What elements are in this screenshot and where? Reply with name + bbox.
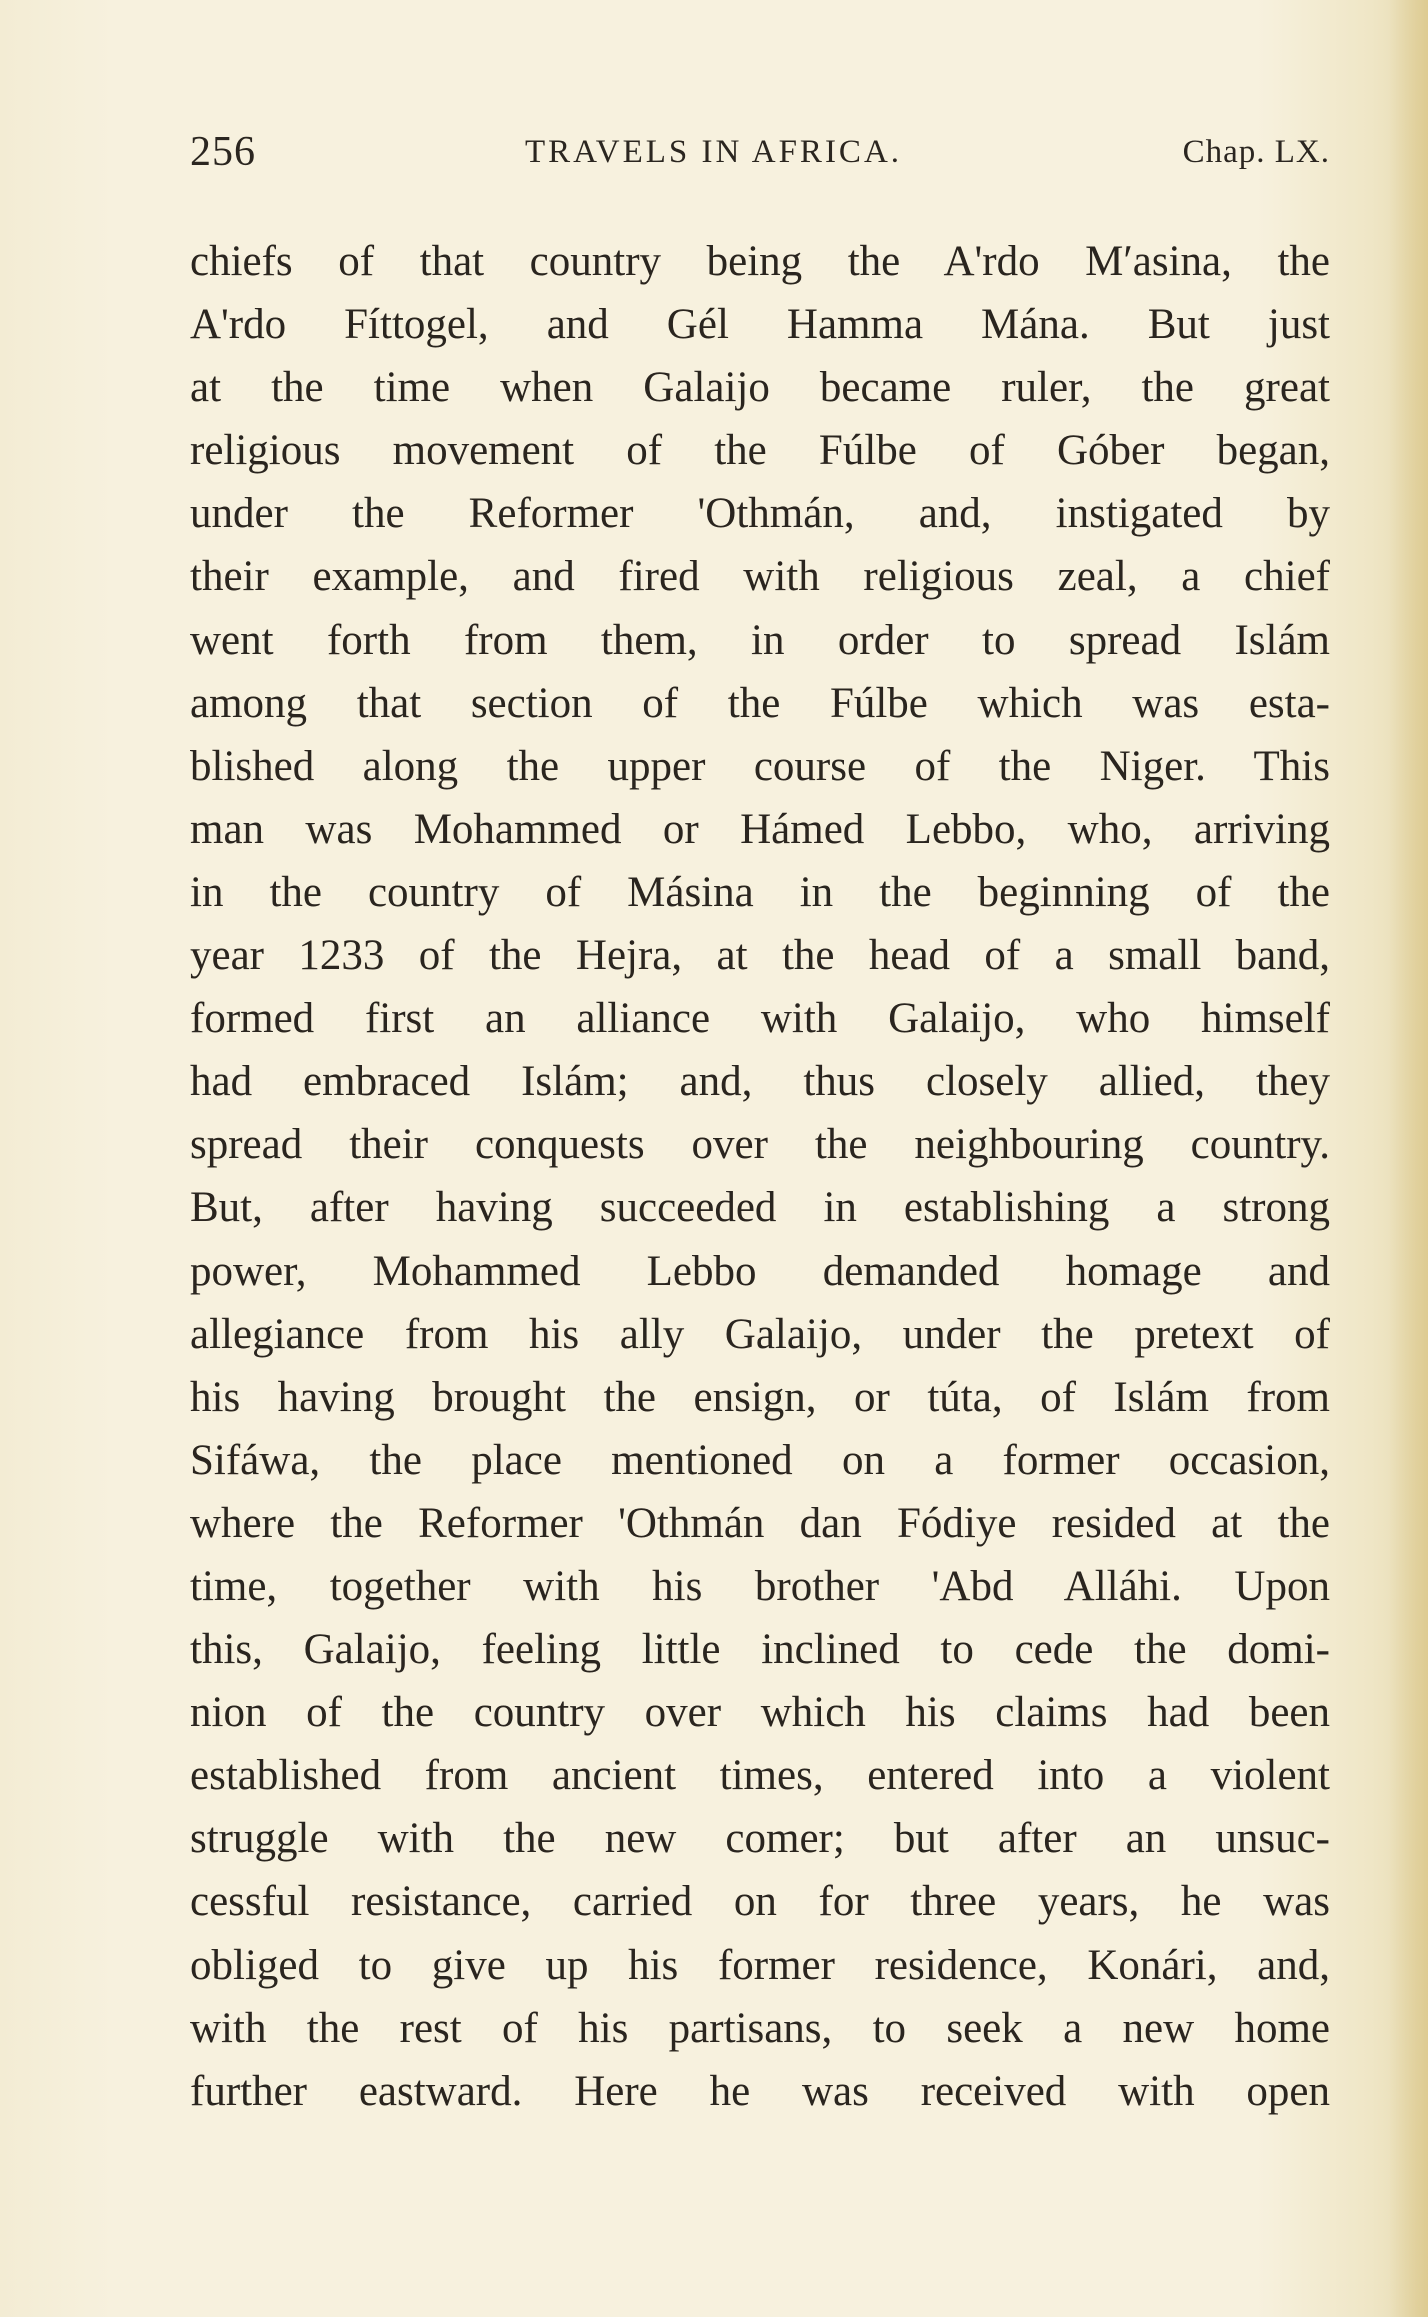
text-line: among that section of the Fúlbe which was esta- (190, 679, 1330, 727)
text-line: time, together with his brother 'Abd Alláhi. Upon (190, 1562, 1330, 1610)
text-line: his having brought the ensign, or túta, of Islám from (190, 1373, 1330, 1421)
running-title: TRAVELS IN AFRICA. (525, 134, 903, 170)
text-line: religious movement of the Fúlbe of Góber began, (190, 427, 1330, 475)
text-line: in the country of Másina in the beginning of the (190, 868, 1330, 916)
text-line: nion of the country over which his claims had been (190, 1689, 1330, 1737)
chapter-label: Chap. LX. (1182, 134, 1330, 170)
text-line: chiefs of that country being the A'rdo Mʹasina, the (190, 238, 1330, 285)
text-line: at the time when Galaijo became ruler, the great (190, 364, 1330, 412)
text-line: further eastward. Here he was received with open (190, 2067, 1330, 2115)
text-line: obliged to give up his former residence, Konári, and, (190, 1941, 1330, 1989)
text-line: blished along the upper course of the Niger. This (190, 742, 1330, 790)
text-line: spread their conquests over the neighbouring country. (190, 1121, 1330, 1169)
text-line: man was Mohammed or Hámed Lebbo, who, arriving (190, 805, 1330, 853)
page-edge-shadow (1388, 0, 1428, 2317)
text-line: had embraced Islám; and, thus closely allied, they (190, 1058, 1330, 1106)
text-line: their example, and fired with religious zeal, a chief (190, 553, 1330, 601)
text-line: this, Galaijo, feeling little inclined to cede the domi- (190, 1626, 1330, 1674)
text-line: But, after having succeeded in establishing a strong (190, 1184, 1330, 1232)
body-text (190, 230, 1330, 2123)
text-line: year 1233 of the Hejra, at the head of a small band, (190, 932, 1330, 980)
text-line: Sifáwa, the place mentioned on a former occasion, (190, 1436, 1330, 1484)
page-number: 256 (190, 129, 256, 175)
text-line: went forth from them, in order to spread Islám (190, 616, 1330, 664)
text-line: A'rdo Fíttogel, and Gél Hamma Mána. But just (190, 301, 1330, 349)
text-line: where the Reformer 'Othmán dan Fódiye resided at the (190, 1499, 1330, 1547)
text-line: established from ancient times, entered into a violent (190, 1752, 1330, 1800)
text-line: with the rest of his partisans, to seek a new home (190, 2004, 1330, 2052)
text-line: struggle with the new comer; but after an unsuc- (190, 1815, 1330, 1863)
text-line: power, Mohammed Lebbo demanded homage and (190, 1247, 1330, 1295)
text-line: formed first an alliance with Galaijo, who himself (190, 995, 1330, 1043)
text-line: cessful resistance, carried on for three years, he was (190, 1878, 1330, 1926)
running-header (190, 128, 1330, 188)
text-line: allegiance from his ally Galaijo, under the pretext of (190, 1310, 1330, 1358)
text-line: under the Reformer 'Othmán, and, instigated by (190, 490, 1330, 538)
